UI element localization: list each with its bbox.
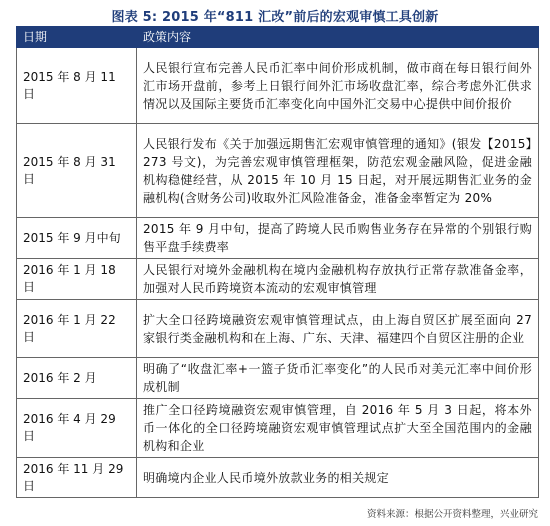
row-date: 2016 年 11 月 29 日 [17,458,137,498]
table-row [17,358,539,399]
table-row [17,124,539,218]
figure-title: 图表 5: 2015 年“811 汇改”前后的宏观审慎工具创新 [111,10,439,25]
table-row [17,259,539,300]
row-content: 2015 年 9 月中旬，提高了跨境人民币购售业务存在异常的个别银行购售平盘手续费率 [137,218,539,259]
table-header-row [17,27,539,48]
row-content: 明确境内企业人民币境外放款业务的相关规定 [137,458,539,498]
table-row [17,458,539,498]
table-row [17,218,539,259]
row-date: 2016 年 4 月 29 日 [17,399,137,458]
row-content: 明确了“收盘汇率+一篮子货币汇率变化”的人民币对美元汇率中间价形成机制 [137,358,539,399]
header-date: 日期 [17,27,137,48]
row-content: 人民银行宣布完善人民币汇率中间价形成机制，做市商在每日银行间外汇市场开盘前，参考上日银行间外汇市场收盘汇率，综合考虑外汇供求情况以及国际主要货币汇率变化向中国外汇交易中心提供中间价报价 [137,48,539,124]
row-date: 2015 年 8 月 11 日 [17,48,137,124]
row-content: 推广全口径跨境融资宏观审慎管理，自 2016 年 5 月 3 日起，将本外币一体化的全口径跨境融资宏观审慎管理试点扩大至全国范围内的金融机构和企业 [137,399,539,458]
header-policy-content: 政策内容 [137,27,539,48]
row-content: 扩大全口径跨境融资宏观审慎管理试点，由上海自贸区扩展至面向 27 家银行类金融机构和在上海、广东、天津、福建四个自贸区注册的企业 [137,300,539,358]
policy-table [16,26,539,498]
table-row [17,300,539,358]
policy-table-container [16,26,538,498]
row-date: 2015 年 8 月 31 日 [17,124,137,218]
row-date: 2016 年 1 月 18 日 [17,259,137,300]
row-content: 人民银行发布《关于加强远期售汇宏观审慎管理的通知》(银发【2015】273 号文)，为完善宏观审慎管理框架，防范宏观金融风险，促进金融机构稳健经营，从 2015 年 10 月 15 日起，对开展远期售汇业务的金融机构(含财务公司)收取外汇风险准备金，准备金率暂定为 20% [137,124,539,218]
table-row [17,399,539,458]
source-note: 资料来源：根据公开资料整理，兴业研究 [366,509,538,520]
row-date: 2016 年 2 月 [17,358,137,399]
row-date: 2015 年 9 月中旬 [17,218,137,259]
row-content: 人民银行对境外金融机构在境内金融机构存放执行正常存款准备金率，加强对人民币跨境资本流动的宏观审慎管理 [137,259,539,300]
row-date: 2016 年 1 月 22 日 [17,300,137,358]
table-row [17,48,539,124]
